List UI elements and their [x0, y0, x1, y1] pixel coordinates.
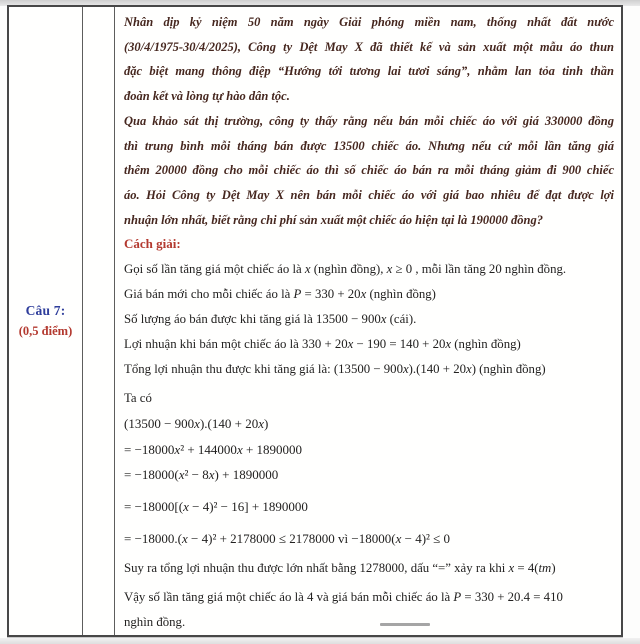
solution-line: Vậy số lần tăng giá một chiếc áo là 4 và giá bán mỗi chiếc áo là P = 330 + 20.4 = 410 [124, 589, 563, 604]
page-bottom-edge [0, 638, 640, 644]
solution-line: = −18000[(x − 4)² − 16] + 1890000 [124, 498, 308, 514]
problem-statement [124, 10, 614, 232]
solution-line: Số lượng áo bán được khi tăng giá là 13500 − 900x (cái). [124, 312, 417, 327]
problem-line: đặc biệt mang thông điệp “Hướng tới tương lai tươi sáng”, nhằm lan tỏa tinh thần [124, 64, 614, 79]
problem-line: nhuận lớn nhất, biết rằng chi phí sản xuất một chiếc áo hiện tại là 190000 đồng? [124, 212, 543, 227]
problem-line: áo. Hỏi Công ty Dệt May X nên bán mỗi chiếc áo với giá bao nhiêu để đạt được lợi [124, 187, 614, 202]
question-number: Câu 7: [25, 303, 66, 318]
solution-line: Giá bán mới cho mỗi chiếc áo là P = 330 + 20x (nghìn đồng) [124, 287, 436, 302]
question-label-cell [9, 7, 83, 635]
solution-line: (13500 − 900x).(140 + 20x) [124, 416, 269, 432]
problem-line: Qua khảo sát thị trường, công ty thấy rằng nếu bán mỗi chiếc áo với giá 330000 đồng [124, 113, 614, 128]
solution-steps [124, 257, 614, 635]
solution-line: Lợi nhuận khi bán một chiếc áo là 330 + 20x − 190 = 140 + 20x (nghìn đồng) [124, 337, 521, 352]
solution-line: = −18000x² + 144000x + 1890000 [124, 441, 303, 457]
solution-line: Suy ra tổng lợi nhuận thu được lớn nhất bằng 1278000, dấu “=” xảy ra khi x = 4(tm) [124, 560, 556, 575]
problem-line: (30/4/1975-30/4/2025), Công ty Dệt May X đã thiết kế và sản xuất một mẫu áo thun [124, 39, 614, 54]
exam-solution-table [7, 5, 623, 637]
problem-line: thì trung bình mỗi tháng bán được 13500 chiếc áo. Nhưng nếu cứ mỗi lần tăng giá [124, 138, 614, 153]
problem-line: đoàn kết và lòng tự hào dân tộc. [124, 89, 290, 104]
solution-line: nghìn đồng. [124, 614, 186, 629]
question-content-cell [115, 7, 621, 635]
solution-line: Ta có [124, 391, 152, 406]
problem-line: Nhân dịp kỷ niệm 50 năm ngày Giải phóng miền nam, thống nhất đất nước [124, 15, 614, 29]
empty-grading-column [83, 7, 115, 635]
solution-heading: Cách giải: [124, 236, 181, 252]
solution-line: = −18000.(x − 4)² + 2178000 ≤ 2178000 vì −18000(x − 4)² ≤ 0 [124, 530, 451, 546]
solution-line: = −18000(x² − 8x) + 1890000 [124, 467, 279, 483]
stray-scan-mark [380, 623, 430, 626]
solution-line: Gọi số lần tăng giá một chiếc áo là x (nghìn đồng), x ≥ 0 , mỗi lần tăng 20 nghìn đồng. [124, 262, 567, 277]
solution-line: Tổng lợi nhuận thu được khi tăng giá là: (13500 − 900x).(140 + 20x) (nghìn đồng) [124, 362, 546, 377]
question-points: (0,5 điểm) [18, 324, 73, 338]
problem-line: thêm 20000 đồng cho mỗi chiếc áo thì số chiếc áo bán ra mỗi tháng giảm đi 900 chiếc [124, 163, 614, 178]
